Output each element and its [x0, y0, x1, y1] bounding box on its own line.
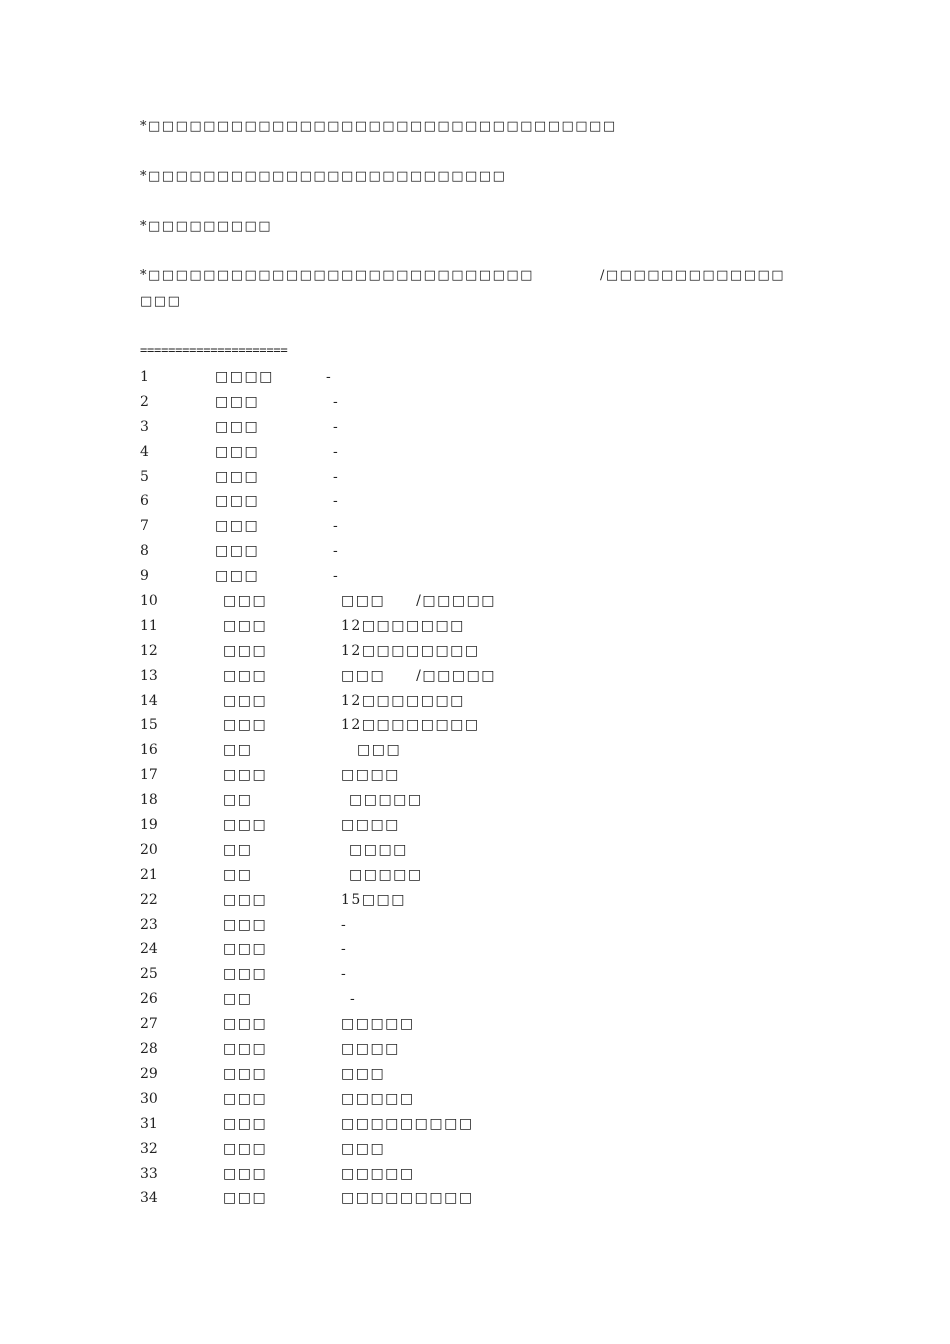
row-name: □□□ — [215, 393, 260, 410]
row-value: - — [326, 369, 333, 385]
row-name: □□ — [223, 991, 253, 1008]
list-item — [0, 990, 950, 1015]
row-value: - — [341, 966, 348, 983]
list-item — [0, 393, 950, 418]
row-name: □□□ — [215, 418, 260, 435]
row-number: 13 — [140, 667, 158, 684]
row-name: □□□ — [223, 891, 268, 908]
list-item — [0, 940, 950, 965]
list-item — [0, 866, 950, 891]
row-name: □□□ — [215, 518, 260, 535]
row-value: 15□□□ — [341, 891, 406, 908]
separator-line: ===================== — [140, 343, 288, 357]
list-item — [0, 617, 950, 642]
row-number: 8 — [140, 543, 149, 560]
row-number: 12 — [140, 642, 158, 659]
row-name: □□□ — [223, 1165, 268, 1182]
list-item — [0, 692, 950, 717]
row-name: □□ — [223, 742, 253, 759]
row-number: 34 — [140, 1190, 158, 1207]
list-item — [0, 468, 950, 493]
row-name: □□□ — [223, 1065, 268, 1082]
note-line-4: *□□□□□□□□□□□□□□□□□□□□□□□□□□□□ — [140, 268, 534, 283]
list-item — [0, 791, 950, 816]
row-name: □□□ — [223, 817, 268, 834]
row-name: □□□ — [223, 692, 268, 709]
row-name: □□□ — [223, 1041, 268, 1058]
row-value: □□□□□ — [341, 1090, 415, 1107]
row-name: □□□ — [223, 717, 268, 734]
list-item — [0, 816, 950, 841]
row-number: 24 — [140, 941, 158, 958]
row-number: 20 — [140, 841, 158, 858]
row-value: □□□□ — [341, 767, 400, 784]
note-line-2: *□□□□□□□□□□□□□□□□□□□□□□□□□□ — [140, 169, 507, 184]
row-name: □□ — [223, 866, 253, 883]
row-value: □□□□□ — [349, 866, 423, 883]
row-value: - — [333, 568, 340, 585]
row-name: □□□□ — [215, 369, 274, 385]
row-name: □□ — [223, 841, 253, 858]
row-name: □□□ — [223, 1140, 268, 1157]
list-item — [0, 642, 950, 667]
list-item — [0, 368, 950, 393]
row-value: - — [350, 991, 357, 1008]
row-number: 18 — [140, 792, 158, 809]
row-value: □□□□ — [341, 817, 400, 834]
row-number: 26 — [140, 991, 158, 1008]
row-number: 6 — [140, 493, 149, 510]
row-name: □□□ — [215, 543, 260, 560]
list-item — [0, 517, 950, 542]
row-name: □□ — [223, 792, 253, 809]
row-name: □□□ — [223, 617, 268, 634]
list-item — [0, 766, 950, 791]
row-name: □□□ — [223, 916, 268, 933]
row-name: □□□ — [215, 468, 260, 485]
row-number: 10 — [140, 593, 158, 610]
row-name: □□□ — [223, 667, 268, 684]
row-number: 32 — [140, 1140, 158, 1157]
record-list — [0, 368, 950, 1214]
list-item — [0, 1115, 950, 1140]
list-item — [0, 443, 950, 468]
row-value: 12□□□□□□□□ — [341, 717, 480, 734]
row-number: 22 — [140, 891, 158, 908]
row-number: 7 — [140, 518, 149, 535]
row-number: 5 — [140, 468, 149, 485]
row-number: 3 — [140, 418, 149, 435]
list-item — [0, 916, 950, 941]
row-number: 14 — [140, 692, 158, 709]
row-number: 4 — [140, 443, 149, 460]
row-number: 25 — [140, 966, 158, 983]
row-number: 16 — [140, 742, 158, 759]
list-item — [0, 1065, 950, 1090]
row-value: 12□□□□□□□ — [341, 692, 465, 709]
row-value: - — [333, 493, 340, 510]
list-item — [0, 567, 950, 592]
row-value: 12□□□□□□□ — [341, 617, 465, 634]
row-value: 12□□□□□□□□ — [341, 642, 480, 659]
row-number: 29 — [140, 1065, 158, 1082]
row-value: - — [341, 916, 348, 933]
list-item — [0, 542, 950, 567]
row-number: 19 — [140, 817, 158, 834]
row-name: □□□ — [223, 642, 268, 659]
row-number: 28 — [140, 1041, 158, 1058]
row-name: □□□ — [223, 1090, 268, 1107]
row-value: □□□ /□□□□□ — [341, 667, 497, 684]
list-item — [0, 716, 950, 741]
row-value: □□□□□□□□□ — [341, 1115, 474, 1132]
row-number: 23 — [140, 916, 158, 933]
list-item — [0, 1015, 950, 1040]
row-name: □□□ — [223, 1190, 268, 1207]
row-value: □□□□□ — [341, 1016, 415, 1033]
note-line-4-tail: /□□□□□□□□□□□□□ — [600, 268, 786, 283]
row-value: - — [333, 468, 340, 485]
row-number: 2 — [140, 393, 149, 410]
row-number: 33 — [140, 1165, 158, 1182]
list-item — [0, 1040, 950, 1065]
row-name: □□□ — [215, 443, 260, 460]
row-value: □□□□□ — [349, 792, 423, 809]
row-number: 27 — [140, 1016, 158, 1033]
row-value: □□□ — [357, 742, 402, 759]
row-value: □□□ — [341, 1065, 386, 1082]
row-value: □□□□□ — [341, 1165, 415, 1182]
list-item — [0, 592, 950, 617]
note-line-3: *□□□□□□□□□ — [140, 219, 273, 234]
note-line-4-wrap: □□□ — [140, 294, 182, 309]
row-name: □□□ — [223, 966, 268, 983]
row-number: 30 — [140, 1090, 158, 1107]
list-item — [0, 841, 950, 866]
row-name: □□□ — [223, 767, 268, 784]
list-item — [0, 891, 950, 916]
row-value: - — [341, 941, 348, 958]
row-name: □□□ — [223, 593, 268, 610]
row-value: □□□□□□□□□ — [341, 1190, 474, 1207]
list-item — [0, 965, 950, 990]
list-item — [0, 741, 950, 766]
row-value: □□□ — [341, 1140, 386, 1157]
row-number: 1 — [140, 369, 149, 385]
row-value: - — [333, 443, 340, 460]
list-item — [0, 1140, 950, 1165]
row-value: □□□ /□□□□□ — [341, 593, 497, 610]
row-name: □□□ — [215, 568, 260, 585]
list-item — [0, 492, 950, 517]
list-item — [0, 1165, 950, 1190]
row-name: □□□ — [215, 493, 260, 510]
row-number: 17 — [140, 767, 158, 784]
row-number: 11 — [140, 617, 158, 634]
row-number: 21 — [140, 866, 158, 883]
row-value: - — [333, 393, 340, 410]
list-item — [0, 667, 950, 692]
row-value: - — [333, 518, 340, 535]
row-name: □□□ — [223, 1016, 268, 1033]
row-value: □□□□ — [341, 1041, 400, 1058]
row-name: □□□ — [223, 941, 268, 958]
list-item — [0, 1090, 950, 1115]
row-number: 31 — [140, 1115, 158, 1132]
row-number: 9 — [140, 568, 149, 585]
row-number: 15 — [140, 717, 158, 734]
list-item — [0, 418, 950, 443]
row-name: □□□ — [223, 1115, 268, 1132]
list-item — [0, 1189, 950, 1214]
note-line-1: *□□□□□□□□□□□□□□□□□□□□□□□□□□□□□□□□□□ — [140, 119, 617, 134]
row-value: □□□□ — [349, 841, 408, 858]
row-value: - — [333, 543, 340, 560]
row-value: - — [333, 418, 340, 435]
